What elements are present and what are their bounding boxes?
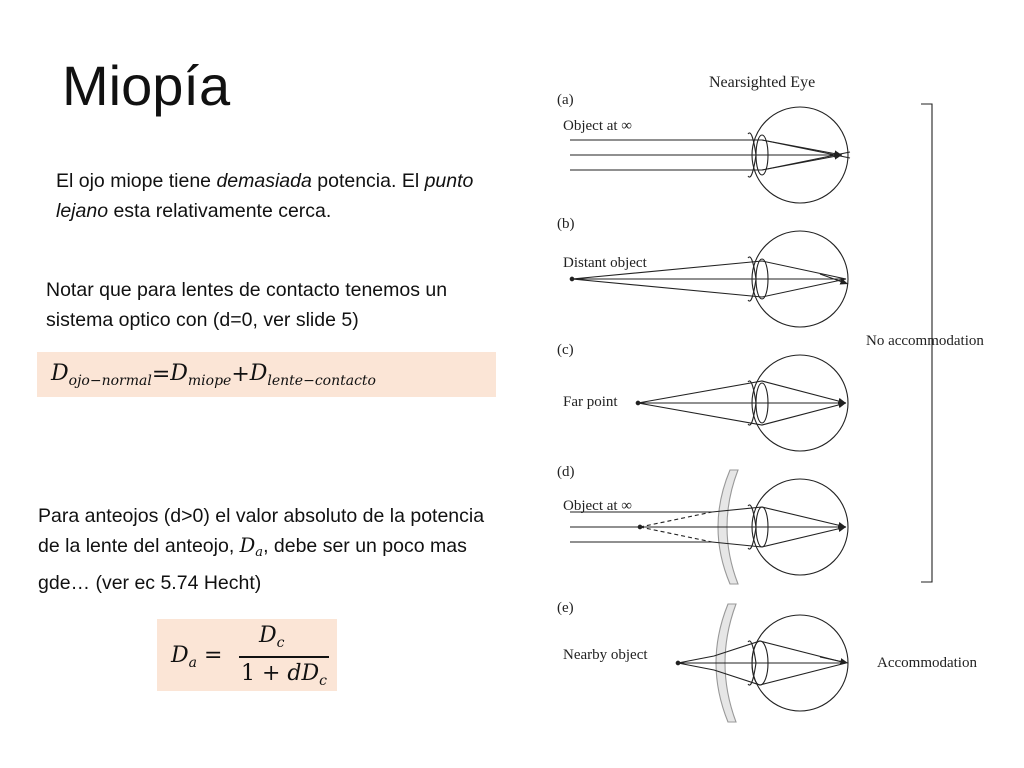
eq2-numerator: $D_c$ [259, 623, 285, 651]
accommodation-label: Accommodation [877, 655, 977, 671]
eq2-lhs: $D_a$ = [171, 643, 223, 671]
eq2-denominator: $1 + dD_c$ [241, 661, 327, 689]
p3-math-da: $D_a$ [239, 534, 264, 560]
panel-e-rays [678, 641, 848, 685]
panel-b-point [570, 277, 574, 281]
figure-title: Nearsighted Eye [709, 74, 816, 91]
panel-a-rays [570, 140, 850, 170]
panel-d-point [638, 525, 642, 529]
eq1-term-1: $D_{ojo-normal}$ [51, 360, 152, 389]
panel-a-letter: (a) [557, 92, 574, 108]
panel-c-label: Far point [563, 394, 618, 410]
panel-d-label: Object at ∞ [563, 498, 633, 514]
no-accommodation-bracket [921, 104, 932, 582]
eq1-plus: + [231, 362, 250, 387]
p3-text-2: , debe ser un poco mas gde… (ver ec 5.74 Hecht) [38, 535, 467, 594]
panel-b-label: Distant object [563, 255, 647, 271]
p3-text-1: Para anteojos (d>0) el valor absoluto de la potencia de la lente del anteojo, [38, 505, 485, 557]
eq1-term-2: $D_{miope}$ [170, 360, 232, 389]
paragraph-contact-lens: Notar que para lentes de contacto tenemos un sistema optico con (d=0, ver slide 5) [46, 279, 448, 331]
p1-emphasis-punto-lejano: punto lejano [56, 170, 474, 222]
panel-d-letter: (d) [557, 464, 575, 480]
panel-b-letter: (b) [557, 216, 575, 232]
panel-a-label: Object at ∞ [563, 118, 633, 134]
slide-title: Miopía [62, 54, 231, 117]
no-accommodation-label: No accommodation [866, 333, 984, 349]
p1-text-3: esta relativamente cerca. [108, 200, 332, 222]
panel-e-letter: (e) [557, 600, 574, 616]
panel-b-rays [572, 261, 848, 297]
panel-e-point [676, 661, 680, 665]
panel-c-rays [638, 381, 846, 425]
eq1-equals: = [151, 362, 171, 387]
panel-c-point [636, 401, 640, 405]
p1-text-1: El ojo miope tiene [56, 170, 217, 192]
panel-d-rays [570, 507, 846, 547]
p1-text-2: potencia. El [311, 170, 425, 192]
eq1-term-3: $D_{lente-contacto}$ [249, 360, 376, 389]
panel-e-label: Nearby object [563, 647, 648, 663]
p1-emphasis-demasiada: demasiada [216, 170, 312, 192]
panel-c-letter: (c) [557, 342, 574, 358]
